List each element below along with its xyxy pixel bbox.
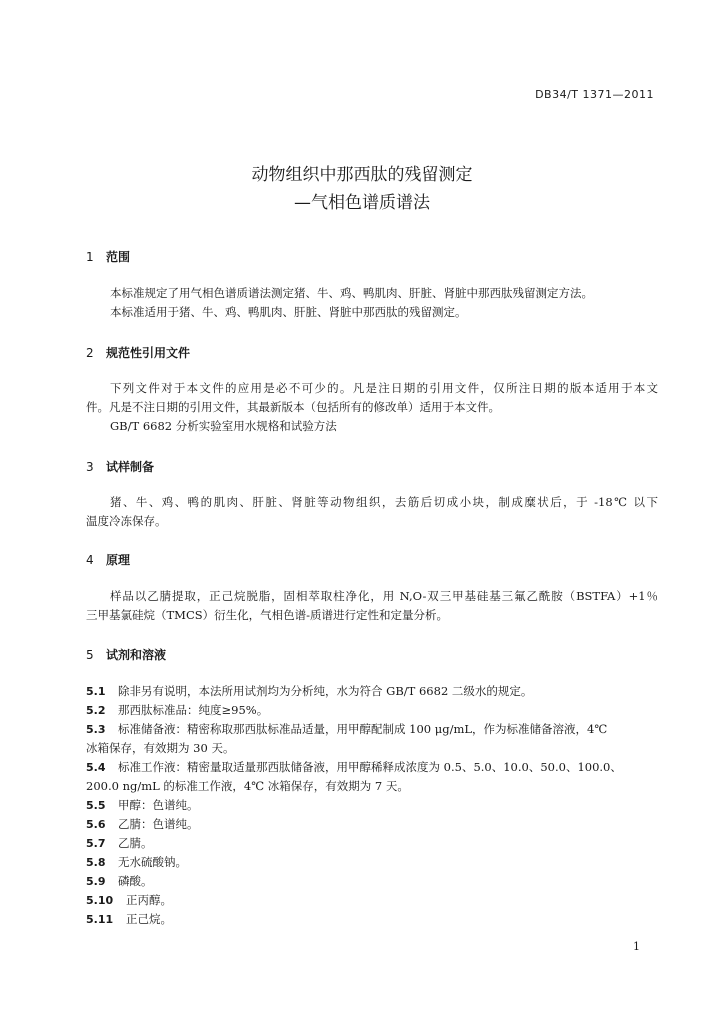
section-title: 试样制备 xyxy=(106,460,155,474)
section-number: 2 xyxy=(86,346,94,360)
section-number: 1 xyxy=(86,250,94,264)
paragraph: 温度冷冻保存。 xyxy=(86,514,167,528)
list-item: 5.11 正己烷。 xyxy=(86,912,172,926)
section-title: 规范性引用文件 xyxy=(106,346,191,360)
section-4-heading xyxy=(86,551,130,568)
doc-title: 动物组织中那西肽的残留测定 xyxy=(251,165,473,185)
section-title: 试剂和溶液 xyxy=(106,648,167,662)
standard-number: DB34/T 1371—2011 xyxy=(535,88,654,101)
reference-item: GB/T 6682 分析实验室用水规格和试验方法 xyxy=(110,419,337,433)
list-item: 5.8 无水硫酸钠。 xyxy=(86,855,187,869)
paragraph: 猪、牛、鸡、鸭的肌肉、肝脏、肾脏等动物组织，去筋后切成小块，制成糜状后，于 -18℃ 以下 xyxy=(110,495,658,509)
list-item: 5.1 除非另有说明，本法所用试剂均为分析纯，水为符合 GB/T 6682 二级水的规定。 xyxy=(86,684,533,698)
section-5-heading xyxy=(86,646,166,663)
paragraph: 样品以乙腈提取，正己烷脱脂，固相萃取柱净化，用 N,O-双三甲基硅基三氟乙酰胺（BSTFA）+1％ xyxy=(110,589,658,603)
paragraph: 件。凡是不注日期的引用文件，其最新版本（包括所有的修改单）适用于本文件。 xyxy=(86,400,500,414)
page-number: 1 xyxy=(633,940,640,953)
section-number: 5 xyxy=(86,648,94,662)
section-title: 范围 xyxy=(106,250,131,264)
section-2-heading xyxy=(86,344,190,361)
paragraph: 下列文件对于本文件的应用是必不可少的。凡是注日期的引用文件，仅所注日期的版本适用于本文 xyxy=(110,381,658,395)
list-item: 5.4 标准工作液：精密量取适量那西肽储备液，用甲醇稀释成浓度为 0.5、5.0、10.0、50.0、100.0、 xyxy=(86,760,622,774)
list-item: 5.7 乙腈。 xyxy=(86,836,153,850)
section-1-heading xyxy=(86,248,130,265)
doc-subtitle: —气相色谱质谱法 xyxy=(294,193,430,213)
list-item: 5.2 那西肽标准品：纯度≥95%。 xyxy=(86,703,269,717)
paragraph: 本标准规定了用气相色谱质谱法测定猪、牛、鸡、鸭肌肉、肝脏、肾脏中那西肽残留测定方法。 xyxy=(110,286,593,300)
list-item-continuation: 200.0 ng/mL 的标准工作液，4℃ 冰箱保存，有效期为 7 天。 xyxy=(86,779,409,793)
section-number: 4 xyxy=(86,553,94,567)
list-item: 5.9 磷酸。 xyxy=(86,874,153,888)
section-title: 原理 xyxy=(106,553,131,567)
section-3-heading xyxy=(86,458,154,475)
section-number: 3 xyxy=(86,460,94,474)
list-item: 5.10 正丙醇。 xyxy=(86,893,172,907)
list-item-continuation: 冰箱保存，有效期为 30 天。 xyxy=(86,741,235,755)
paragraph: 三甲基氯硅烷（TMCS）衍生化，气相色谱-质谱进行定性和定量分析。 xyxy=(86,608,449,622)
list-item: 5.6 乙腈：色谱纯。 xyxy=(86,817,199,831)
paragraph: 本标准适用于猪、牛、鸡、鸭肌肉、肝脏、肾脏中那西肽的残留测定。 xyxy=(110,305,467,319)
list-item: 5.5 甲醇：色谱纯。 xyxy=(86,798,199,812)
list-item: 5.3 标准储备液：精密称取那西肽标准品适量，用甲醇配制成 100 μg/mL，作为标准储备溶液，4℃ xyxy=(86,722,608,736)
